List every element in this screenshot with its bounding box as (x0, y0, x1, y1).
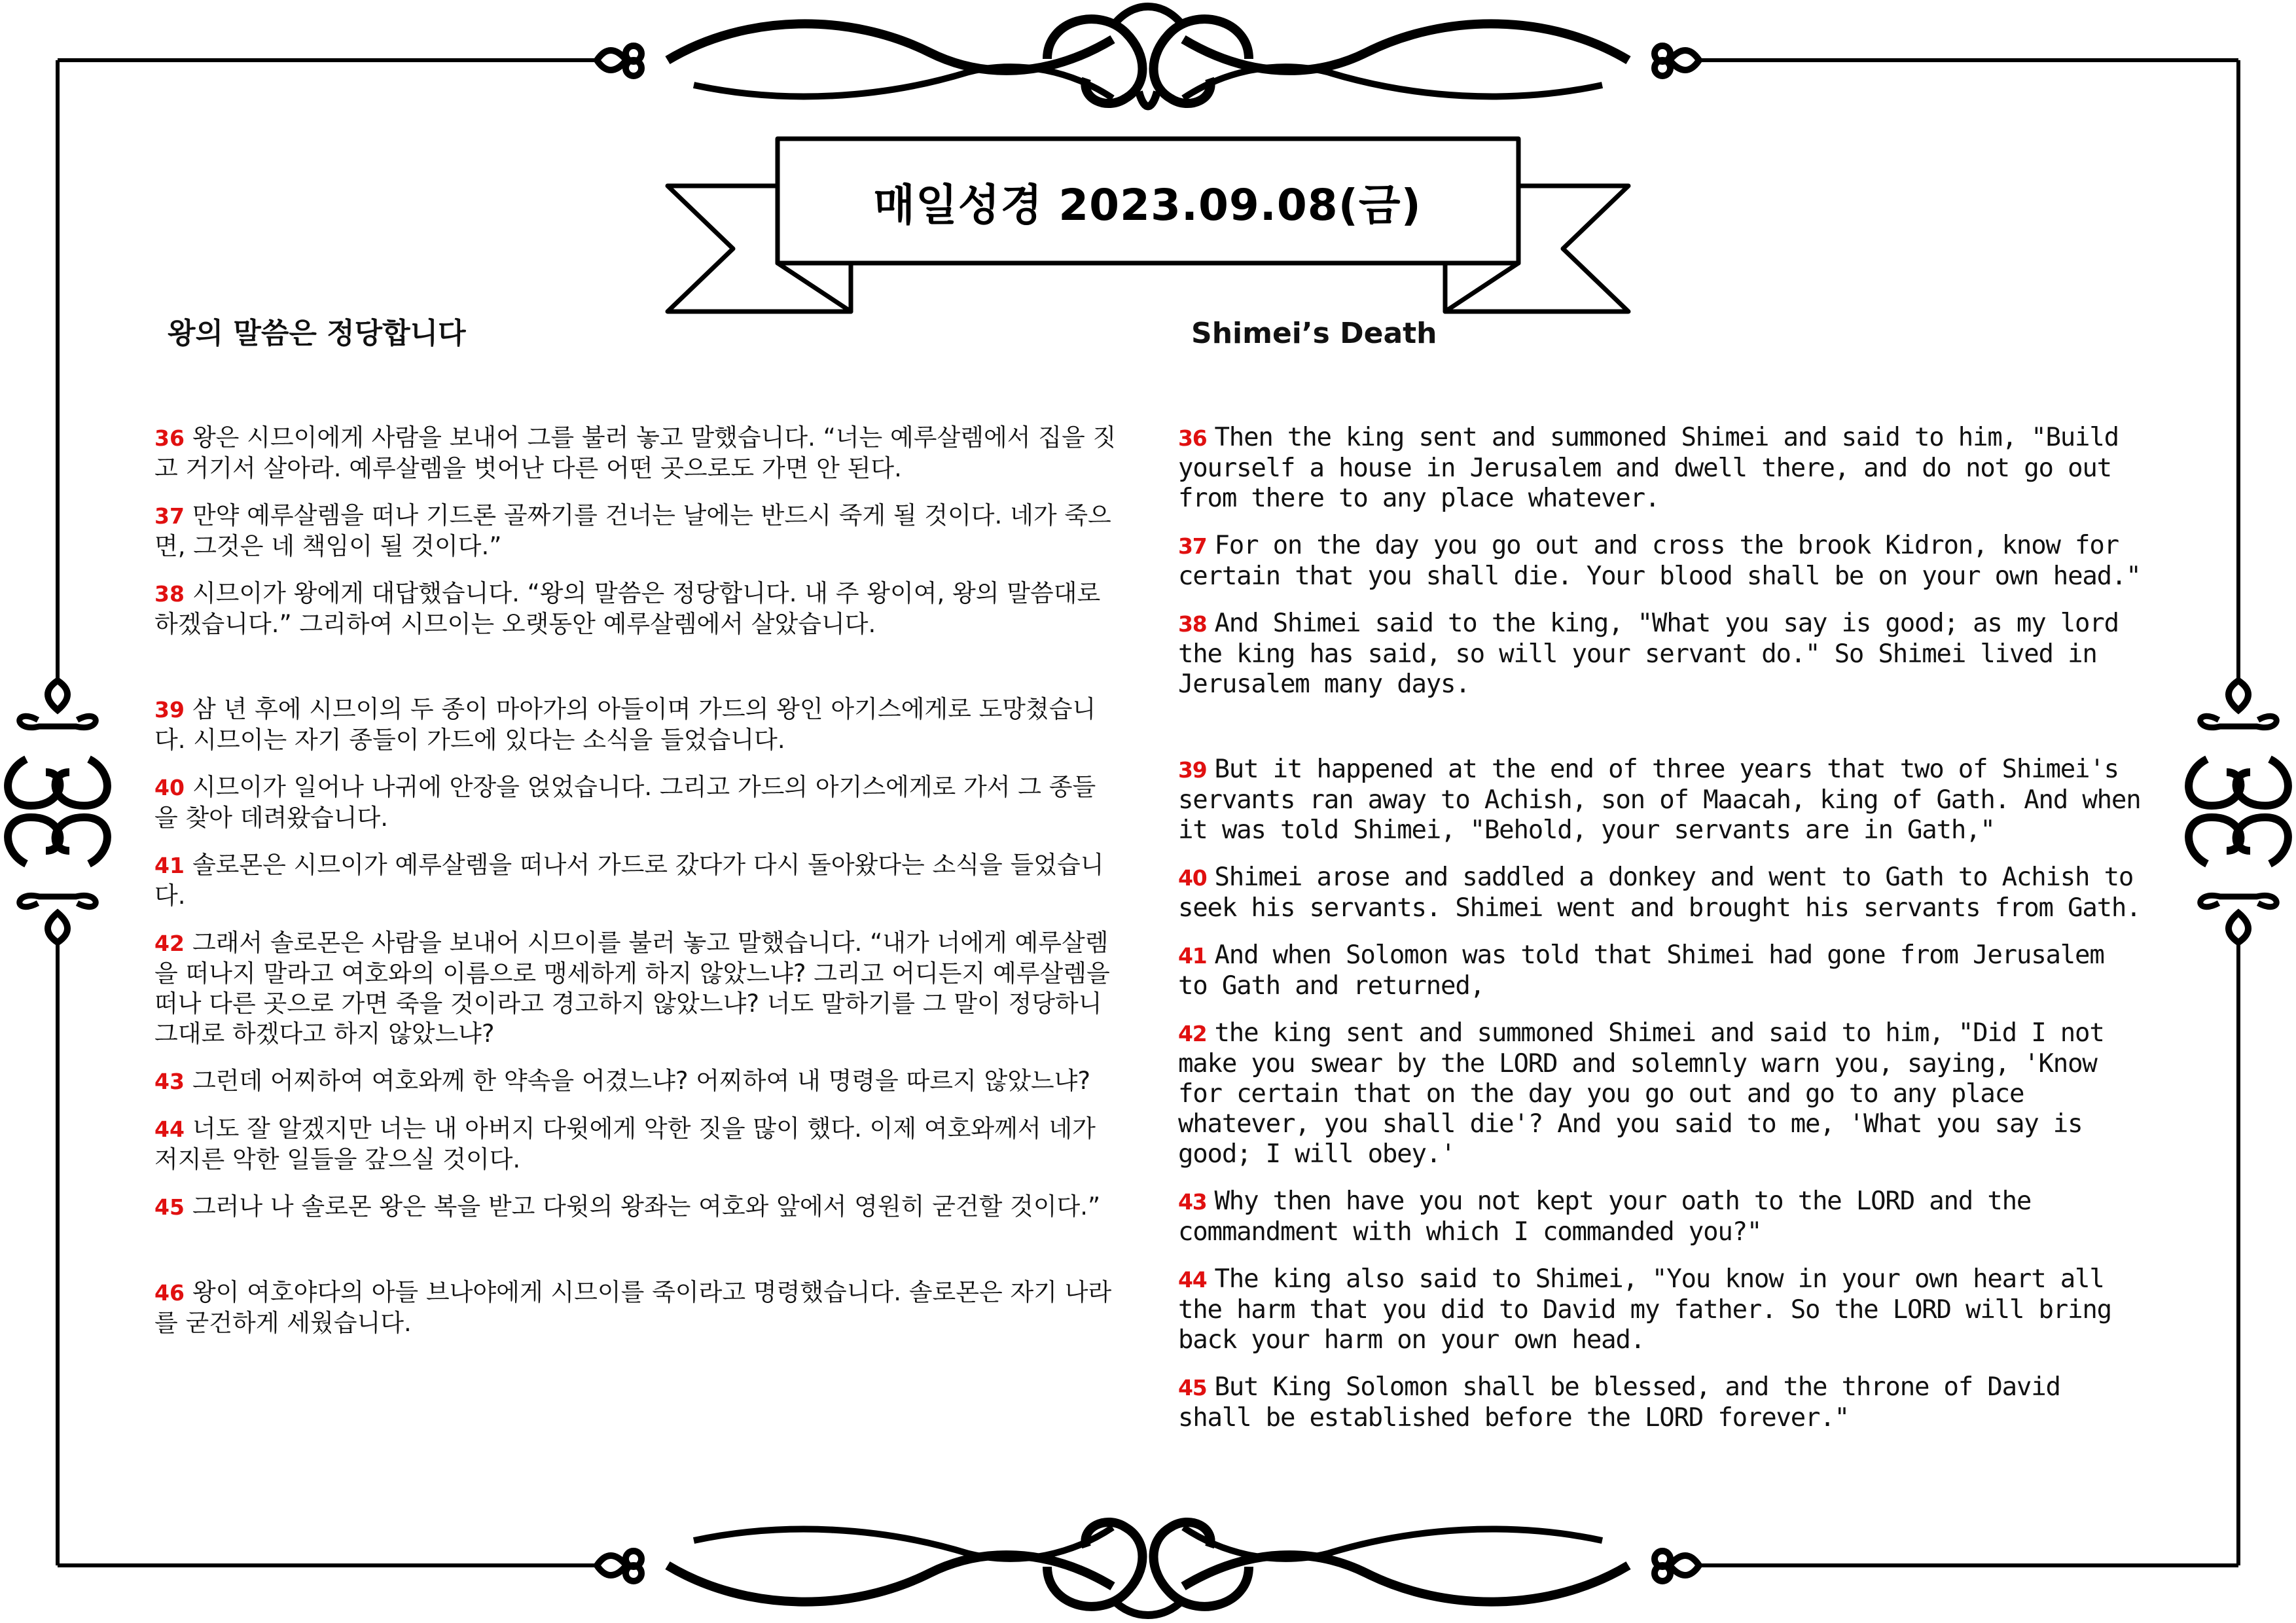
korean-verse-46 (154, 1277, 1117, 1338)
verse-text: 그런데 어찌하여 여호와께 한 약속을 어겼느냐? 어찌하여 내 명령을 따르지 않았느냐? (192, 1067, 1091, 1095)
korean-verse-37 (154, 501, 1117, 562)
right-scroll-ornament (2189, 681, 2288, 942)
korean-verse-43 (154, 1066, 1117, 1097)
verse-text: 시므이가 왕에게 대답했습니다. “왕의 말씀은 정당합니다. 내 주 왕이여, 왕의 말씀대로 하겠습니다.” 그리하여 시므이는 오랫동안 예루살렘에서 살았습니다. (154, 579, 1101, 638)
english-verse-43 (1178, 1186, 2147, 1247)
english-verse-36 (1178, 423, 2147, 514)
english-verse-45 (1178, 1372, 2147, 1433)
verse-number: 42 (154, 931, 185, 956)
verse-text: Shimei arose and saddled a donkey and went to Gath to Achish to seek his servants. Shimei went and brought his servants from Gath. (1178, 863, 2141, 923)
verse-number: 41 (154, 853, 185, 878)
korean-heading: 왕의 말씀은 정당합니다 (168, 317, 466, 350)
verse-number: 39 (1178, 757, 1207, 783)
verse-number: 39 (154, 697, 185, 722)
verse-text: But King Solomon shall be blessed, and the throne of David shall be established before the LORD forever." (1178, 1372, 2060, 1433)
verse-number: 44 (1178, 1267, 1207, 1293)
left-scroll-ornament (8, 681, 107, 942)
verse-number: 41 (1178, 943, 1207, 969)
verse-number: 45 (1178, 1375, 1207, 1400)
verse-text: 그러나 나 솔로몬 왕은 복을 받고 다윗의 왕좌는 여호와 앞에서 영원히 굳건할 것이다.” (192, 1192, 1101, 1221)
verse-text: 삼 년 후에 시므이의 두 종이 마아가의 아들이며 가드의 왕인 아기스에게로 도망쳤습니다. 시므이는 자기 종들이 가드에 있다는 소식을 들었습니다. (154, 695, 1096, 754)
verse-number: 37 (1178, 533, 1207, 559)
verse-text: 그래서 솔로몬은 사람을 보내어 시므이를 불러 놓고 말했습니다. “내가 너에게 예루살렘을 떠나지 말라고 여호와의 이름으로 맹세하게 하지 않았느냐? 그리고 어디든지 예루살렘을 떠나 다른 곳으로 가면 죽을 것이라고 경고하지 않았느냐? 너도 말하기를 그 말이 정당하니 그대로 하겠다고 하지 않았느냐? (154, 929, 1110, 1048)
verse-number: 40 (154, 775, 185, 800)
verse-number: 36 (154, 425, 185, 451)
verse-text: For on the day you go out and cross the brook Kidron, know for certain that you shall die. Your blood shall be on your own head." (1178, 531, 2141, 591)
verse-number: 46 (154, 1280, 185, 1306)
english-verse-42 (1178, 1018, 2147, 1169)
english-verse-39 (1178, 755, 2147, 846)
verse-text: 너도 잘 알겠지만 너는 내 아버지 다윗에게 악한 짓을 많이 했다. 이제 여호와께서 네가 저지른 악한 일들을 갚으실 것이다. (154, 1115, 1096, 1173)
english-verse-41 (1178, 940, 2147, 1001)
verse-text: 왕은 시므이에게 사람을 보내어 그를 불러 놓고 말했습니다. “너는 예루살렘에서 집을 짓고 거기서 살아라. 예루살렘을 벗어난 다른 어떤 곳으로도 가면 안 된다. (154, 423, 1117, 482)
korean-verse-39 (154, 694, 1117, 755)
verse-number: 38 (1178, 611, 1207, 637)
english-verse-37 (1178, 531, 2147, 592)
verse-text: And when Solomon was told that Shimei had gone from Jerusalem to Gath and returned, (1178, 940, 2104, 1001)
verse-number: 37 (154, 503, 185, 529)
bottom-scroll-ornament (597, 1522, 1699, 1615)
korean-verse-45 (154, 1192, 1117, 1222)
verse-number: 43 (154, 1069, 185, 1094)
verse-text: the king sent and summoned Shimei and said to him, "Did I not make you swear by the LORD and solemnly warn you, saying, 'Know for certain that on the day you go out and go to any place whatever, you shall die'? And you said to me, 'What you say is good; I will obey.' (1178, 1018, 2104, 1169)
english-verse-44 (1178, 1264, 2147, 1355)
english-verse-38 (1178, 609, 2147, 700)
verse-text: 시므이가 일어나 나귀에 안장을 얹었습니다. 그리고 가드의 아기스에게로 가서 그 종들을 찾아 데려왔습니다. (154, 773, 1096, 832)
korean-verse-38 (154, 579, 1117, 639)
korean-verse-41 (154, 850, 1117, 911)
korean-verse-36 (154, 423, 1117, 484)
verse-number: 40 (1178, 865, 1207, 891)
verse-number: 36 (1178, 425, 1207, 451)
verse-text: 솔로몬은 시므이가 예루살렘을 떠나서 가드로 갔다가 다시 돌아왔다는 소식을 들었습니다. (154, 851, 1104, 910)
korean-column (154, 314, 1117, 1355)
english-verse-40 (1178, 863, 2147, 923)
verse-number: 42 (1178, 1021, 1207, 1046)
verse-text: But it happened at the end of three years that two of Shimei's servants ran away to Achish, son of Maacah, king of Gath. And when it was told Shimei, "Behold, your servants are in Gath," (1178, 755, 2141, 845)
korean-verse-40 (154, 772, 1117, 833)
korean-verse-44 (154, 1114, 1117, 1175)
verse-number: 38 (154, 581, 185, 607)
verse-text: 왕이 여호야다의 아들 브나야에게 시므이를 죽이라고 명령했습니다. 솔로몬은 자기 나라를 굳건하게 세웠습니다. (154, 1278, 1112, 1337)
english-heading: Shimei’s Death (1191, 317, 1437, 350)
english-column (1178, 314, 2147, 1450)
verse-text: The king also said to Shimei, "You know in your own heart all the harm that you did to David my father. So the LORD will bring back your harm on your own head. (1178, 1264, 2111, 1355)
verse-number: 44 (154, 1116, 185, 1142)
verse-number: 45 (154, 1194, 185, 1220)
verse-text: Why then have you not kept your oath to the LORD and the commandment with which I commanded you?" (1178, 1186, 2032, 1247)
top-scroll-ornament (597, 7, 1699, 107)
verse-text: And Shimei said to the king, "What you say is good; as my lord the king has said, so will your servant do." So Shimei lived in Jerusalem many days. (1178, 609, 2119, 699)
verse-number: 43 (1178, 1189, 1207, 1215)
verse-text: Then the king sent and summoned Shimei and said to him, "Build yourself a house in Jerusalem and dwell there, and do not go out from there to any place whatever. (1178, 423, 2119, 513)
korean-verse-42 (154, 928, 1117, 1049)
verse-text: 만약 예루살렘을 떠나 기드론 골짜기를 건너는 날에는 반드시 죽게 될 것이다. 네가 죽으면, 그것은 네 책임이 될 것이다.” (154, 501, 1111, 560)
page-title: 매일성경 2023.09.08(금) (873, 179, 1422, 230)
